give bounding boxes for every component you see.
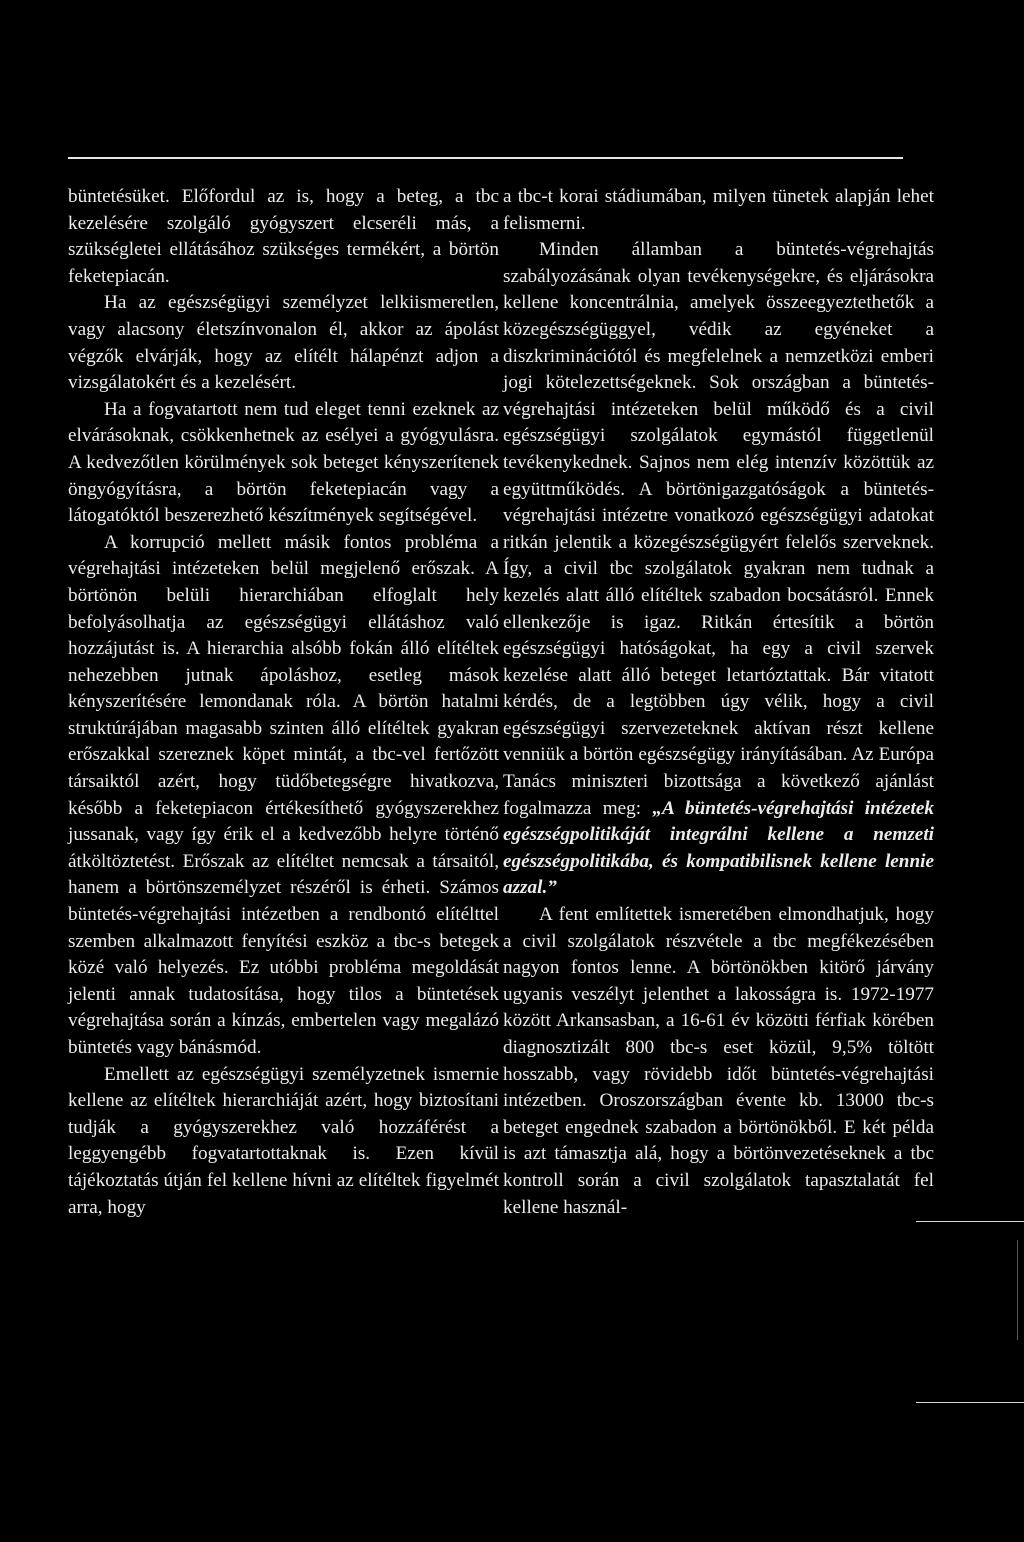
left-paragraph-1: büntetésüket. Előfordul az is, hogy a beteg, a tbc kezelésére szolgáló gyógyszert elcseréli más, a szükségletei ellátásához szükséges termékért, a börtön feketepiacán. <box>68 186 499 287</box>
margin-box-line <box>1017 1240 1018 1340</box>
header-rule <box>68 157 903 159</box>
left-paragraph-5: Emellett az egészségügyi személyzetnek ismernie kellene az elítéltek hierarchiáját azért, hogy biztosítani tudják a gyógyszerekhez való hozzáférést a leggyengébb fogvatartottaknak is. Ezen kívül tájékoztatás útján fel kellene hívni az elítéltek figyelmét arra, hogy <box>68 1063 499 1218</box>
margin-box <box>916 1221 1024 1403</box>
recommendation-quote: „A büntetés-végrehajtási intézetek egészségpolitikáját integrálni kellene a nemzeti egészségpolitikába, és kompatibilisnek kellene lennie azzal.” <box>503 797 934 899</box>
right-paragraph-2 <box>503 237 934 902</box>
right-paragraph-2-text: Minden államban a büntetés-végrehajtás szabályozásának olyan tevékenységekre, és eljárásokra kellene koncentrálnia, amelyek összeegyeztethetők a közegészségüggyel, védik az egyéneket a diszkriminációtól és megfelelnek a nemzetközi emberi jogi kötelezettségeknek. Sok országban a büntetés-végrehajtási intézeteken belül működő és a civil egészségügyi szolgálatok egymástól függetlenül tevékenykednek. Sajnos nem elég intenzív közöttük az együttműködés. A börtönigazgatóságok a büntetés-végrehajtási intézetre vonatkozó egészségügyi adatokat ritkán jelentik a közegészségügyért felelős szerveknek. Így, a civil tbc szolgálatok gyakran nem tudnak a kezelés alatt álló elítéltek szabadon bocsátásról. Ennek ellenkezője is igaz. Ritkán értesítik a börtön egészségügyi hatóságokat, ha egy a civil szervek kezelése alatt álló beteget letartóztattak. Bár vitatott kérdés, de a legtöbben úgy vélik, hogy a civil egészségügyi szervezeteknek aktívan részt kellene venniük a börtön egészségügy irányításában. Az Európa Tanács miniszteri bizottsága a következő ajánlást fogalmazza meg: <box>503 239 934 819</box>
left-paragraph-2: Ha az egészségügyi személyzet lelkiismeretlen, vagy alacsony életszínvonalon él, akkor az ápolást végzők elvárják, hogy az elítélt hálapénzt adjon a vizsgálatokért és a kezelésért. <box>68 292 499 394</box>
right-column <box>503 184 934 1221</box>
left-column <box>68 184 499 1221</box>
right-paragraph-3: A fent említettek ismeretében elmondhatjuk, hogy a civil szolgálatok részvétele a tbc megfékezésében nagyon fontos lenne. A börtönökben kitörő járvány ugyanis veszélyt jelenthet a lakosságra is. 1972-1977 között Arkansasban, a 16-61 év közötti férfiak körében diagnosztizált 800 tbc-s eset közül, 9,5% töltött hosszabb, vagy rövidebb időt büntetés-végrehajtási intézetben. Oroszországban évente kb. 13000 tbc-s beteget engednek szabadon a börtönökből. E két példa is azt támasztja alá, hogy a börtönvezetéseknek a tbc kontroll során a civil szolgálatok tapasztalatát fel kellene használ- <box>503 904 934 1218</box>
left-paragraph-3: Ha a fogvatartott nem tud eleget tenni ezeknek az elvárásoknak, csökkenhetnek az esélyei a gyógyulásra. A kedvezőtlen körülmények sok beteget kényszerítenek öngyógyításra, a börtön feketepiacán vagy a látogatóktól beszerezhető készítmények segítségével. <box>68 398 499 527</box>
left-paragraph-4: A korrupció mellett másik fontos probléma a végrehajtási intézeteken belül megjelenő erőszak. A börtönön belüli hierarchiában elfoglalt hely befolyásolhatja az egészségügyi ellátáshoz való hozzájutást is. A hierarchia alsóbb fokán álló elítéltek nehezebben jutnak ápoláshoz, esetleg mások kényszerítésére lemondanak róla. A börtön hatalmi struktúrájában magasabb szinten álló elítéltek gyakran erőszakkal szereznek köpet mintát, a tbc-vel fertőzött társaiktól azért, hogy tüdőbetegségre hivatkozva, később a feketepiacon értékesíthető gyógyszerekhez jussanak, vagy így érik el a kedvezőbb helyre történő átköltöztetést. Erőszak az elítéltet nemcsak a társaitól, hanem a börtönszemélyzet részéről is érheti. Számos büntetés-végrehajtási intézetben a rendbontó elítélttel szemben alkalmazott fenyítési eszköz a tbc-s betegek közé való helyezés. Ez utóbbi probléma megoldását jelenti annak tudatosítása, hogy tilos a büntetések végrehajtása során a kínzás, embertelen vagy megalázó büntetés vagy bánásmód. <box>68 531 499 1058</box>
right-paragraph-1: a tbc-t korai stádiumában, milyen tünetek alapján lehet felismerni. <box>503 186 934 234</box>
